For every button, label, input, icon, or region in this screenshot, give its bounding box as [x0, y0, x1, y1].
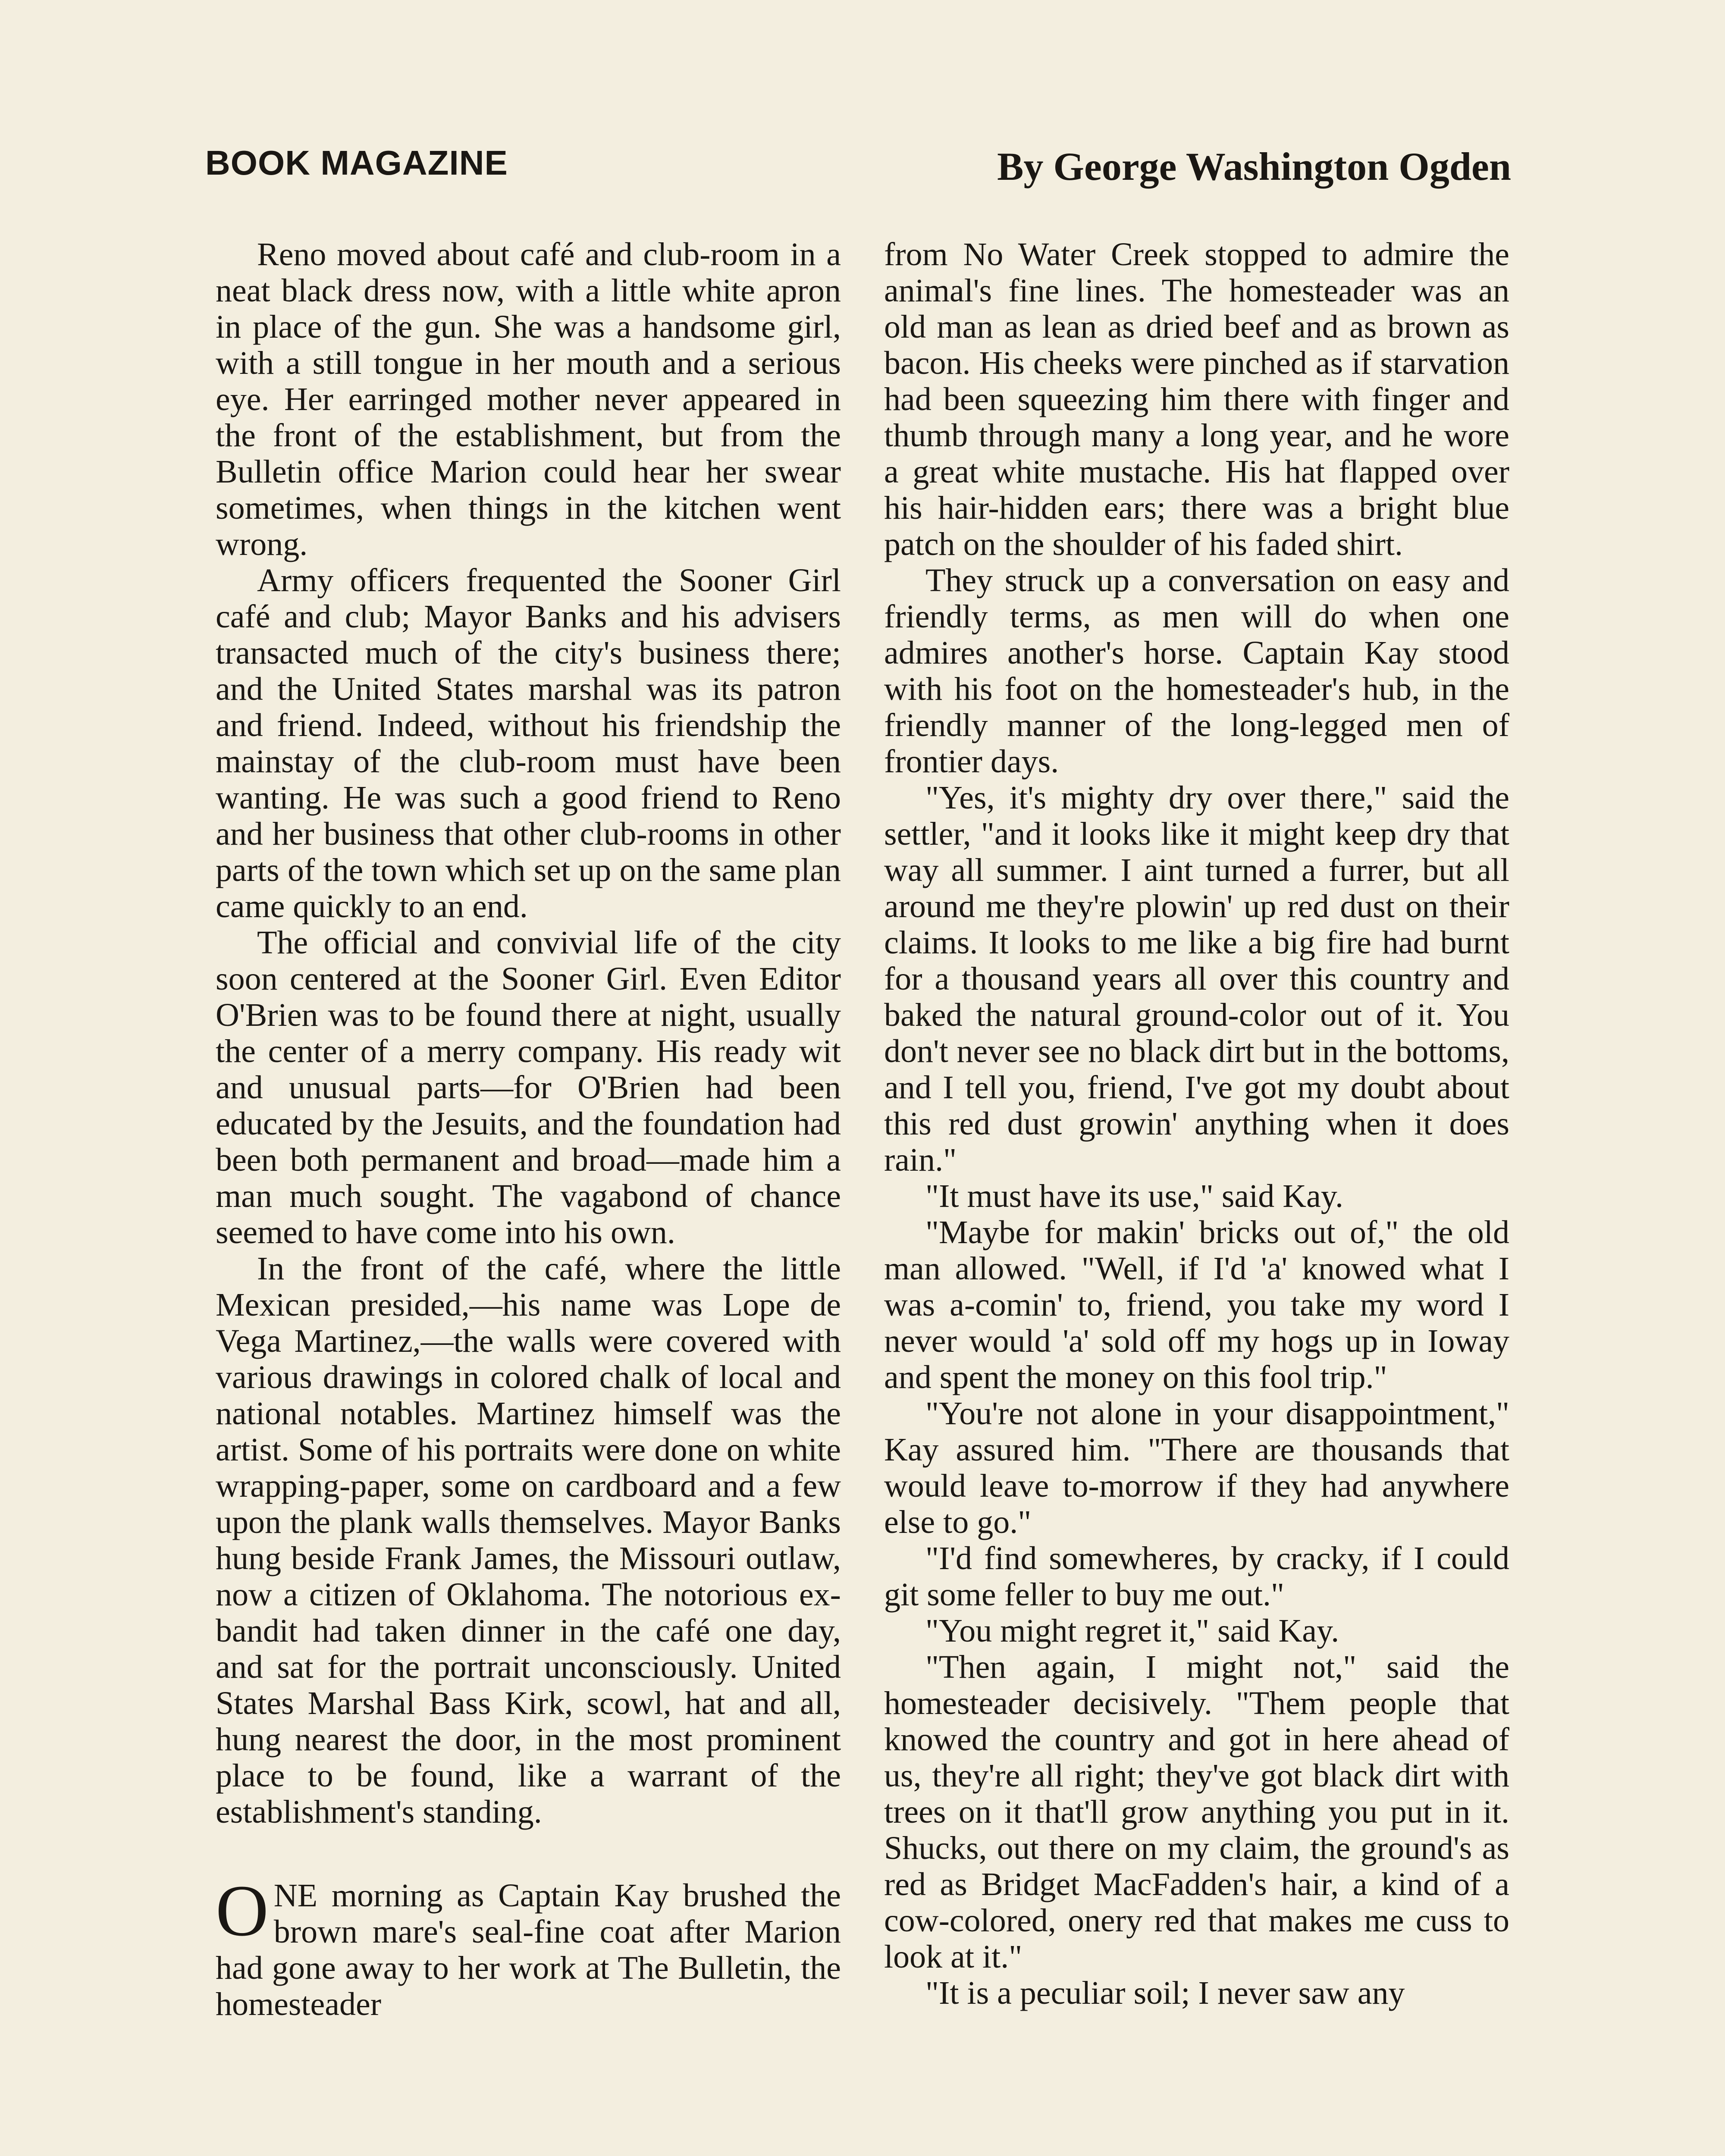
paragraph: Army officers frequented the Sooner Girl café and club; Mayor Banks and his advisers transacted much of the city's business there; and the United States marshal was its patron and friend. Indeed, without his friendship the mainstay of the club-room must have been wanting. He was such a good friend to Reno and her business that other club-rooms in other parts of the town which set up on the same plan came quickly to an end. [216, 562, 841, 924]
paragraph-continuation: from No Water Creek stopped to admire the animal's fine lines. The homesteader was an old man as lean as dried beef and as brown as bacon. His cheeks were pinched as if starvation had been squeezing him there with finger and thumb through many a long year, and he wore a great white mustache. His hat flapped over his hair-hidden ears; there was a bright blue patch on the shoulder of his faded shirt. [884, 236, 1509, 562]
right-text-column [884, 236, 1509, 2011]
paragraph: "I'd find somewheres, by cracky, if I could git some feller to buy me out." [884, 1540, 1509, 1613]
paragraph: They struck up a conversation on easy and friendly terms, as men will do when one admires another's horse. Captain Kay stood with his foot on the homesteader's hub, in the friendly manner of the long-legged men of frontier days. [884, 562, 1509, 780]
paragraph: "Yes, it's mighty dry over there," said the settler, "and it looks like it might keep dry that way all summer. I aint turned a furrer, but all around me they're plowin' up red dust on their claims. It looks to me like a big fire had burnt for a thousand years all over this country and baked the natural ground-color out of it. You don't never see no black dirt but in the bottoms, and I tell you, friend, I've got my doubt about this red dust growin' anything when it does rain." [884, 780, 1509, 1178]
running-head-author: By George Washington Ogden [997, 144, 1511, 188]
paragraph: "It is a peculiar soil; I never saw any [925, 1975, 1405, 2011]
paragraph: "You might regret it," said Kay. [925, 1613, 1339, 1649]
paragraph: Reno moved about café and club-room in a neat black dress now, with a little white apron in place of the gun. She was a handsome girl, with a still tongue in her mouth and a serious eye. Her earringed mother never appeared in the front of the establishment, but from the Bulletin office Marion could hear her swear sometimes, when things in the kitchen went wrong. [216, 236, 841, 562]
section-opening-text: NE morning as Captain Kay brushed the brown mare's seal-fine coat after Marion had gone away to her work at The Bulletin, the homesteader [216, 1877, 841, 2022]
drop-cap: O [216, 1870, 269, 1951]
left-text-column [216, 236, 841, 2022]
section-opening-paragraph [216, 1870, 841, 2022]
paragraph: "Then again, I might not," said the homesteader decisively. "Them people that knowed the country and got in here ahead of us, they're all right; they've got black dirt with trees on it that'll grow anything you put in it. Shucks, out there on my claim, the ground's as red as Bridget MacFadden's hair, a kind of a cow-colored, onery red that makes me cuss to look at it." [884, 1649, 1509, 1975]
paragraph: "You're not alone in your disappointment," Kay assured him. "There are thousands that would leave to-morrow if they had anywhere else to go." [884, 1395, 1509, 1540]
paragraph: "Maybe for makin' bricks out of," the old man allowed. "Well, if I'd 'a' knowed what I was a-comin' to, friend, you take my word I never would 'a' sold off my hogs up in Ioway and spent the money on this fool trip." [884, 1214, 1509, 1395]
paragraph: In the front of the café, where the little Mexican presided,—his name was Lope de Vega Martinez,—the walls were covered with various drawings in colored chalk of local and national notables. Martinez himself was the artist. Some of his portraits were done on white wrapping-paper, some on cardboard and a few upon the plank walls themselves. Mayor Banks hung beside Frank James, the Missouri outlaw, now a citizen of Oklahoma. The notorious ex-bandit had taken dinner in the café one day, and sat for the portrait unconsciously. United States Marshal Bass Kirk, scowl, hat and all, hung nearest the door, in the most prominent place to be found, like a warrant of the establishment's standing. [216, 1250, 841, 1830]
paragraph: "It must have its use," said Kay. [925, 1178, 1343, 1214]
paragraph: The official and convivial life of the city soon centered at the Sooner Girl. Even Editor O'Brien was to be found there at night, usually the center of a merry company. His ready wit and unusual parts—for O'Brien had been educated by the Jesuits, and the foundation had been both permanent and broad—made him a man much sought. The vagabond of chance seemed to have come into his own. [216, 924, 841, 1250]
running-head-magazine: BOOK MAGAZINE [205, 144, 508, 182]
